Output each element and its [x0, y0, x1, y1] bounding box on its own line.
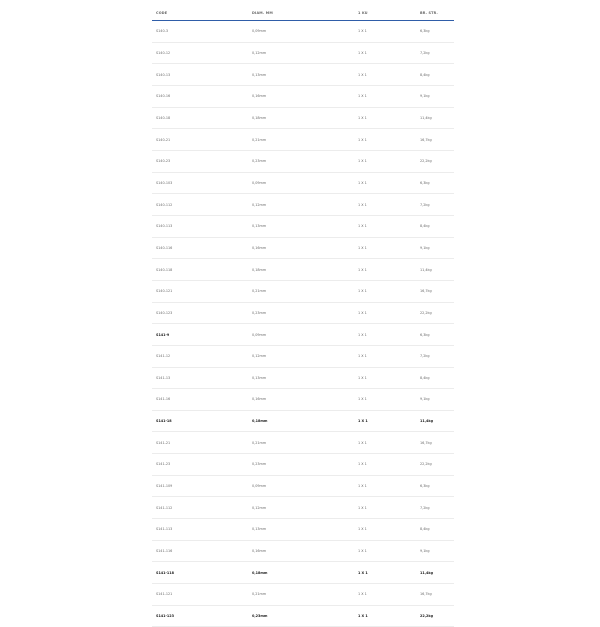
header-code: CODE	[156, 11, 168, 15]
cell-code: S140-118	[156, 267, 173, 272]
table-row	[152, 216, 454, 238]
table-row	[152, 519, 454, 541]
cell-pack: 1 X 1	[358, 224, 367, 229]
cell-pack: 1 X 1	[358, 354, 367, 359]
table-row	[152, 173, 454, 195]
table-row	[152, 476, 454, 498]
table-row	[152, 303, 454, 325]
cell-diameter: 0,18mm	[252, 115, 267, 120]
cell-code: S141-13	[156, 375, 171, 380]
table-row	[152, 562, 454, 584]
cell-code: S141-116	[156, 549, 173, 554]
cell-breaking-strength: 9,1kg	[420, 397, 430, 402]
cell-pack: 1 X 1	[358, 332, 367, 337]
table-row	[152, 21, 454, 43]
cell-code: S140-16	[156, 94, 171, 99]
cell-code: S140-3	[156, 29, 169, 34]
cell-diameter: 0,18mm	[252, 419, 268, 424]
cell-diameter: 0,13mm	[252, 224, 267, 229]
cell-pack: 1 X 1	[358, 310, 367, 315]
cell-pack: 1 X 1	[358, 50, 367, 55]
cell-breaking-strength: 11,4kg	[420, 115, 432, 120]
cell-diameter: 0,18mm	[252, 570, 268, 575]
cell-pack: 1 X 1	[358, 137, 367, 142]
cell-code: S140-123	[156, 310, 173, 315]
cell-breaking-strength: 16,7kg	[420, 137, 432, 142]
cell-code: S140-23	[156, 159, 171, 164]
cell-pack: 1 X 1	[358, 614, 368, 619]
table-row	[152, 64, 454, 86]
cell-breaking-strength: 8,4kg	[420, 527, 430, 532]
table-row	[152, 151, 454, 173]
table-body	[152, 21, 454, 627]
cell-code: S141-121	[156, 592, 173, 597]
cell-diameter: 0,18mm	[252, 267, 267, 272]
cell-diameter: 0,21mm	[252, 137, 267, 142]
table-row	[152, 584, 454, 606]
table-row	[152, 454, 454, 476]
cell-diameter: 0,16mm	[252, 94, 267, 99]
cell-diameter: 0,12mm	[252, 202, 267, 207]
cell-pack: 1 X 1	[358, 180, 367, 185]
cell-breaking-strength: 16,7kg	[420, 289, 432, 294]
cell-breaking-strength: 6,3kg	[420, 180, 430, 185]
cell-breaking-strength: 22,2kg	[420, 614, 434, 619]
cell-breaking-strength: 7,2kg	[420, 354, 430, 359]
cell-diameter: 0,09mm	[252, 484, 267, 489]
table-row	[152, 541, 454, 563]
cell-pack: 1 X 1	[358, 267, 367, 272]
cell-code: S140-18	[156, 115, 171, 120]
cell-code: S140-103	[156, 180, 173, 185]
cell-code: S140-116	[156, 245, 173, 250]
cell-diameter: 0,21mm	[252, 289, 267, 294]
cell-pack: 1 X 1	[358, 72, 367, 77]
cell-pack: 1 X 1	[358, 202, 367, 207]
cell-breaking-strength: 8,4kg	[420, 72, 430, 77]
cell-pack: 1 X 1	[358, 419, 368, 424]
table-row	[152, 432, 454, 454]
table-row	[152, 346, 454, 368]
cell-diameter: 0,23mm	[252, 614, 268, 619]
cell-breaking-strength: 9,1kg	[420, 245, 430, 250]
header-diameter: DIAM. MM	[252, 11, 273, 15]
cell-pack: 1 X 1	[358, 159, 367, 164]
table-row	[152, 43, 454, 65]
table-row	[152, 281, 454, 303]
cell-code: S140-121	[156, 289, 173, 294]
table-row	[152, 194, 454, 216]
cell-diameter: 0,21mm	[252, 592, 267, 597]
cell-breaking-strength: 8,4kg	[420, 375, 430, 380]
cell-pack: 1 X 1	[358, 440, 367, 445]
cell-breaking-strength: 8,4kg	[420, 224, 430, 229]
cell-diameter: 0,09mm	[252, 332, 267, 337]
cell-code: S141-109	[156, 484, 173, 489]
cell-pack: 1 X 1	[358, 527, 367, 532]
table-row	[152, 606, 454, 627]
cell-breaking-strength: 7,2kg	[420, 505, 430, 510]
cell-code: S141-18	[156, 419, 172, 424]
cell-breaking-strength: 6,3kg	[420, 484, 430, 489]
cell-diameter: 0,09mm	[252, 29, 267, 34]
cell-breaking-strength: 22,2kg	[420, 462, 432, 467]
cell-pack: 1 X 1	[358, 462, 367, 467]
cell-breaking-strength: 16,7kg	[420, 592, 432, 597]
cell-code: S140-13	[156, 72, 171, 77]
header-breaking-strength: BR. STR.	[420, 11, 439, 15]
cell-breaking-strength: 11,4kg	[420, 570, 434, 575]
cell-code: S141-21	[156, 440, 171, 445]
cell-breaking-strength: 6,3kg	[420, 332, 430, 337]
cell-breaking-strength: 11,4kg	[420, 419, 434, 424]
cell-code: S141-113	[156, 527, 173, 532]
cell-code: S141-123	[156, 614, 175, 619]
cell-diameter: 0,12mm	[252, 354, 267, 359]
cell-code: S141-118	[156, 570, 175, 575]
product-table	[152, 6, 454, 627]
cell-pack: 1 X 1	[358, 505, 367, 510]
cell-breaking-strength: 9,1kg	[420, 94, 430, 99]
cell-diameter: 0,16mm	[252, 397, 267, 402]
table-row	[152, 497, 454, 519]
cell-breaking-strength: 6,3kg	[420, 29, 430, 34]
cell-diameter: 0,13mm	[252, 527, 267, 532]
cell-breaking-strength: 22,2kg	[420, 310, 432, 315]
cell-diameter: 0,12mm	[252, 505, 267, 510]
cell-diameter: 0,21mm	[252, 440, 267, 445]
cell-breaking-strength: 11,4kg	[420, 267, 432, 272]
cell-pack: 1 X 1	[358, 549, 367, 554]
cell-diameter: 0,09mm	[252, 180, 267, 185]
cell-diameter: 0,12mm	[252, 50, 267, 55]
table-row	[152, 389, 454, 411]
cell-diameter: 0,23mm	[252, 159, 267, 164]
cell-diameter: 0,16mm	[252, 549, 267, 554]
table-row	[152, 324, 454, 346]
cell-diameter: 0,23mm	[252, 462, 267, 467]
cell-breaking-strength: 7,2kg	[420, 202, 430, 207]
cell-pack: 1 X 1	[358, 245, 367, 250]
cell-code: S140-21	[156, 137, 171, 142]
cell-code: S140-112	[156, 202, 173, 207]
cell-diameter: 0,13mm	[252, 72, 267, 77]
cell-breaking-strength: 7,2kg	[420, 50, 430, 55]
cell-breaking-strength: 22,2kg	[420, 159, 432, 164]
cell-pack: 1 X 1	[358, 29, 367, 34]
cell-pack: 1 X 1	[358, 375, 367, 380]
cell-code: S141-9	[156, 332, 170, 337]
cell-diameter: 0,16mm	[252, 245, 267, 250]
cell-code: S141-16	[156, 397, 171, 402]
table-row	[152, 86, 454, 108]
table-row	[152, 238, 454, 260]
cell-pack: 1 X 1	[358, 94, 367, 99]
cell-code: S141-12	[156, 354, 171, 359]
cell-pack: 1 X 1	[358, 592, 367, 597]
cell-pack: 1 X 1	[358, 289, 367, 294]
cell-pack: 1 X 1	[358, 484, 367, 489]
table-row	[152, 368, 454, 390]
table-row	[152, 129, 454, 151]
table-row	[152, 411, 454, 433]
cell-breaking-strength: 9,1kg	[420, 549, 430, 554]
cell-code: S140-12	[156, 50, 171, 55]
cell-pack: 1 X 1	[358, 570, 368, 575]
table-row	[152, 108, 454, 130]
cell-code: S141-23	[156, 462, 171, 467]
cell-diameter: 0,13mm	[252, 375, 267, 380]
cell-diameter: 0,23mm	[252, 310, 267, 315]
table-row	[152, 259, 454, 281]
cell-breaking-strength: 16,7kg	[420, 440, 432, 445]
header-pack: 1 KU	[358, 11, 368, 15]
cell-pack: 1 X 1	[358, 115, 367, 120]
cell-pack: 1 X 1	[358, 397, 367, 402]
cell-code: S140-113	[156, 224, 173, 229]
table-header	[152, 6, 454, 21]
cell-code: S141-112	[156, 505, 173, 510]
